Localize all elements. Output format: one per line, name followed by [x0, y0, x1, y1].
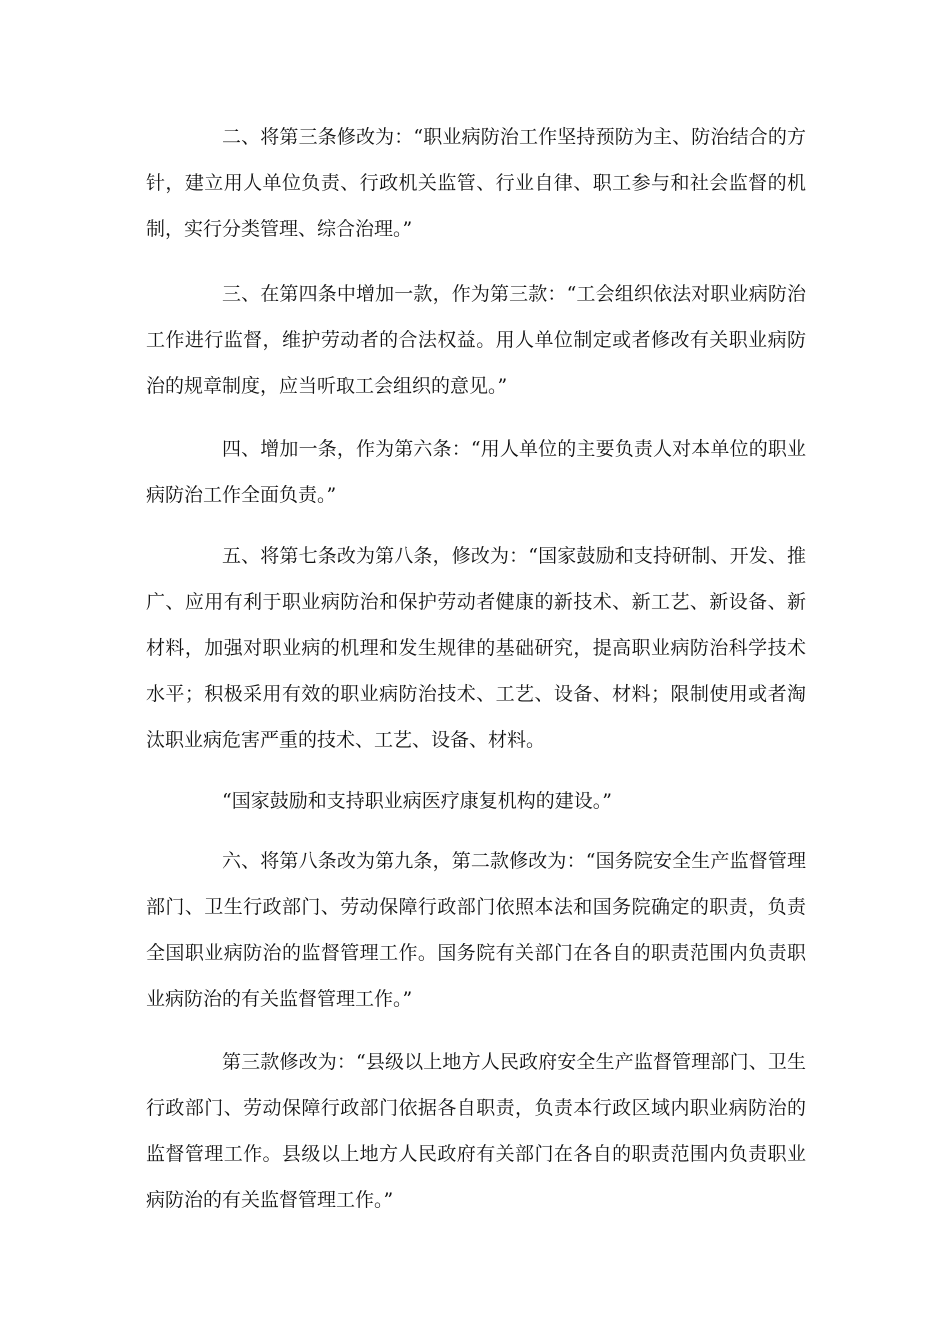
paragraph-article-6-addition: 四、增加一条，作为第六条：“用人单位的主要负责人对本单位的职业病防治工作全面负责。” — [146, 438, 806, 506]
paragraph-article-4-amendment: 三、在第四条中增加一款，作为第三款：“工会组织依法对职业病防治工作进行监督，维护劳动者的合法权益。用人单位制定或者修改有关职业病防治的规章制度，应当听取工会组织的意见。” — [146, 283, 806, 397]
paragraph-article-9-clause-3: 第三款修改为：“县级以上地方人民政府安全生产监督管理部门、卫生行政部门、劳动保障行政部门依据各自职责，负责本行政区域内职业病防治的监督管理工作。县级以上地方人民政府有关部门在各自的职责范围内负责职业病防治的有关监督管理工作。” — [146, 1051, 806, 1211]
paragraph-article-8-second-clause: “国家鼓励和支持职业病医疗康复机构的建设。” — [222, 790, 612, 812]
paragraph-article-3-amendment: 二、将第三条修改为：“职业病防治工作坚持预防为主、防治结合的方针，建立用人单位负责、行政机关监管、行业自律、职工参与和社会监督的机制，实行分类管理、综合治理。” — [146, 126, 806, 240]
paragraph-article-9-clause-2: 六、将第八条改为第九条，第二款修改为：“国务院安全生产监督管理部门、卫生行政部门、劳动保障行政部门依照本法和国务院确定的职责，负责全国职业病防治的监督管理工作。国务院有关部门在各自的职责范围内负责职业病防治的有关监督管理工作。” — [146, 850, 806, 1010]
paragraph-article-8-amendment: 五、将第七条改为第八条，修改为：“国家鼓励和支持研制、开发、推广、应用有利于职业病防治和保护劳动者健康的新技术、新工艺、新设备、新材料，加强对职业病的机理和发生规律的基础研究，提高职业病防治科学技术水平；积极采用有效的职业病防治技术、工艺、设备、材料；限制使用或者淘汰职业病危害严重的技术、工艺、设备、材料。 — [146, 545, 806, 751]
